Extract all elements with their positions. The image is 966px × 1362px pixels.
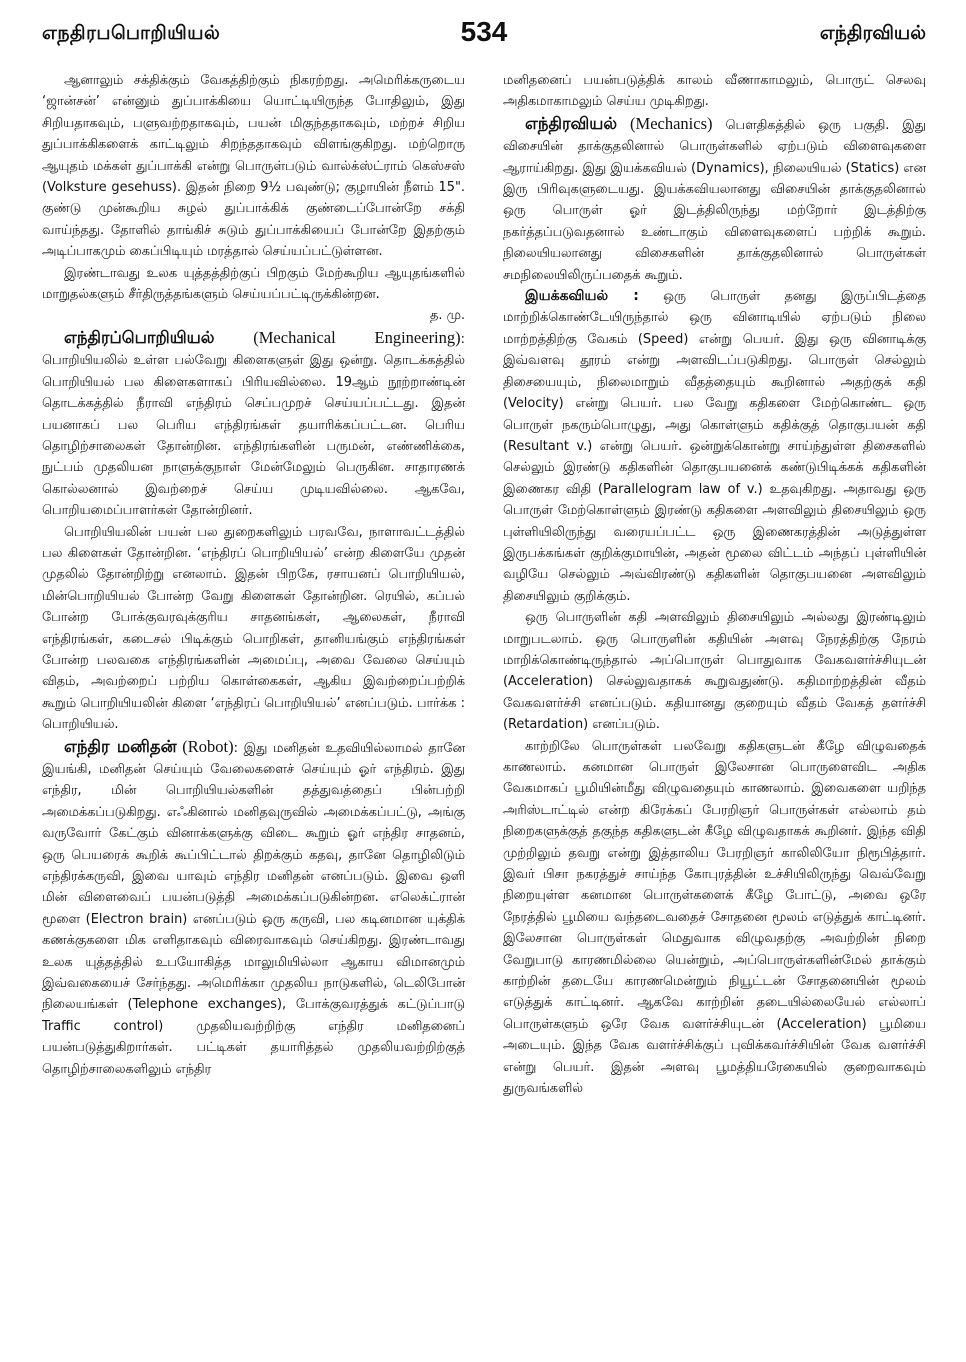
paragraph: காற்றிலே பொருள்கள் பலவேறு கதிகளுடன் கீழே விழுவதைக் காணலாம். கனமான பொருள் இலேசான பொருளைவிட அதிக வேகமாகப் பூமியின்மீது விழுவதையும் காணலாம். இவைகளை யறிந்த அரிஸ்டாட்டில் என்ற கிரேக்கப் பேரறிஞர் பொருள்கள் எல்லாம் தம் நிறைகளுக்குத் தகுந்த கதிகளுடன் கீழே விழுவதாகக் கூறினர். இந்த விதி முற்றிலும் தவறு என்று இத்தாலிய பேரறிஞர் காலிலியோ நிரூபித்தார். இவர் பிசா நகரத்துச் சாய்ந்த கோபுரத்தின் உச்சியிலிருந்து வெவ்வேறு நிறையுள்ள கனமான பொருள்களைக் கீழே போட்டு, அவை ஒரே நேரத்தில் பூமியை வந்தடைவதைச் சோதனை மூலம் எடுத்துக் காட்டினர். இலேசான பொருள்கள் மெதுவாக விழுவதற்கு அவற்றின் நிறை வேறுபாடு காரணமில்லை யென்றும், அப்பொருள்களின்மேல் தாக்கும் காற்றின் தடையே காரணமென்றும் நியூட்டன் சோதனையின் மூலம் எடுத்துக் காட்டினர். ஆகவே காற்றின் தடையில்லையேல் எல்லாப் பொருள்களும் ஒரே வேக வளர்ச்சியுடன் (Acceleration) பூமியை அடையும். இந்த வேக வளர்ச்சிக்குப் புவிக்கவர்ச்சியின் வேக வளர்ச்சி என்று பெயர். இதன் அளவு பூமத்தியரேகையில் குறைவாகவும் துருவங்களில் [503, 738, 926, 1097]
header-left-title: எநதிரபபொறியியல் [42, 22, 221, 44]
two-column-body [42, 70, 926, 1100]
entry-body: : பொறியியலில் உள்ள பல்வேறு கிளைகளுள் இது ஒன்று. தொடக்கத்தில் பொறியியல் பல கிளைகளாகப் பிரியவில்லை. 19ஆம் நூற்றாண்டின் தொடக்கத்தில் நீராவி எந்திரம் செப்பமுறச் செய்யப்பட்டது. இதன் பயனாகப் பல பெரிய எந்திரங்கள் தயாரிக்கப்பட்டன. பெரிய தொழிற்சாலைகள் தோன்றின. எந்திரங்களின் பருமன், எண்ணிக்கை, நுட்பம் முதலியன நாளுக்குநாள் மேன்மேலும் பெருகின. சாதாரணக் கொல்லனால் இவற்றைச் செய்ய முடியவில்லை. ஆகவே, பொறியமைப்பாளர்கள் தோன்றினர். [42, 331, 465, 519]
page-number: 534 [460, 16, 508, 47]
entry-body: : இது மனிதன் உதவியில்லாமல் தானே இயங்கி, மனிதன் செய்யும் வேலைகளைச் செய்யும் ஓர் எந்திரம். இது எந்திர, மின் பொறியியல்களின் தத்துவத்தைப் பின்பற்றி அமைக்கப்படுகிறது. எஃகினால் மனிதவுருவில் அமைக்கப்பட்டு, அங்கு வருவோர் கேட்கும் வினாக்களுக்கு விடை கூறும் ஓர் எந்திர சாதனம், ஒரு பெயரைக் கூறிக் கூப்பிட்டால் திறக்கும் கதவு, தானே தொழிலிடும் எந்திரக்கருவி, இவை யாவும் எந்திர மனிதன் எனப்படும். இவை ஒளி மின் விளைவைப் பயன்படுத்தி அமைக்கப்படுகின்றன. எலெக்ட்ரான் மூளை (Electron brain) எனப்படும் ஒரு கருவி, பல கடினமான யுக்திக் கணக்குகளை மிக எளிதாகவும் விரைவாகவும் செய்கிறது. இரண்டாவது உலக யுத்தத்தில் உபயோகித்த மாலுமியில்லா ஆகாய விமானமும் இவ்வகையைச் சேர்ந்தது. அமெரிக்கா முதலிய நாடுகளில், டெலிபோன் நிலையங்கள் (Telephone exchanges), போக்குவரத்துக் கட்டுப்பாடு Traffic control) முதலியவற்றிற்கு எந்திர மனிதனைப் பயன்படுத்துகிறார்கள். பட்டிகள் தயாரித்தல் முதலியவற்றிற்குத் தொழிற்சாலைகளிலும் எந்திர [42, 740, 465, 1077]
subsection-heading: இயக்கவியல் : [525, 288, 639, 305]
entry-headword-english: (Mechanics) [630, 113, 713, 133]
header-right-title: எந்திரவியல் [819, 22, 926, 44]
entry-headword-english: (Mechanical Engineering) [253, 327, 461, 347]
entry-headword: எந்திரவியல் [525, 113, 618, 133]
running-header [42, 14, 926, 52]
left-column [42, 70, 465, 1100]
author-initials: த. மு. [429, 308, 465, 324]
entry-headword-english: (Robot) [182, 736, 234, 756]
entry-mechanics [503, 113, 926, 286]
entry-body: பௌதிகத்தில் ஒரு பகுதி. இது விசையின் தாக்குதலினால் பொருள்களில் ஏற்படும் விளைவுகளை ஆராய்கிறது. இது இயக்கவியல் (Dynamics), நிலையியல் (Statics) என இரு பிரிவுகளுடையது. இயக்கவியலானது விசையின் தாக்குதலினால் ஒரு பொருள் ஓர் இடத்திலிருந்து மற்றோர் இடத்திற்கு நகர்த்தப்படுவதனால் உண்டாகும் விளைவுகளைப் பற்றிக் கூறும். நிலையியலானது விசைகளின் தாக்குதலினால் பொருள்கள் சமநிலையிலிருப்பதைக் கூறும். [503, 117, 926, 283]
right-column [503, 70, 926, 1100]
subsection-dynamics [503, 286, 926, 607]
entry-headword: எந்திரப்பொறியியல் [64, 327, 215, 347]
entry-headword: எந்திர மனிதன் [64, 736, 177, 756]
paragraph: பொறியியலின் பயன் பல துறைகளிலும் பரவவே, நாளாவட்டத்தில் பல கிளைகள் தோன்றின. ‘எந்திரப் பொறியியல்’ என்ற கிளையே முதன் முதலில் தோன்றிற்று எனலாம். இதன் பிறகே, ரசாயனப் பொறியியல், மின்பொறியியல் போன்ற வேறு கிளைகள் தோன்றின. ரெயில், கப்பல் போன்ற போக்குவரவுக்குரிய சாதனங்கள், ஆலைகள், நீராவி எந்திரங்கள், கடைசல் பிடிக்கும் பொறிகள், தானியங்கும் எந்திரங்கள் போன்ற பலவகை எந்திரங்களின் அமைப்பு, அவை வேலை செய்யும் விதம், அவற்றைப் பற்றிய கொள்கைகள், ஆகிய இவற்றைப்பற்றிக் கூறும் பொறியியலின் கிளை ‘எந்திரப் பொறியியல்’ எனப்படும். பார்க்க : பொறியியல். [42, 524, 465, 733]
entry-mechanical-engineering [42, 327, 465, 522]
entry-robot [42, 736, 465, 1081]
subsection-body: ஒரு பொருள் தனது இருப்பிடத்தை மாற்றிக்கொண்டேயிருந்தால் ஒரு வினாடியில் ஏற்படும் நிலை மாற்றத்திற்கு வேகம் (Speed) என்று பெயர். இது ஒரு வினாடிக்கு இவ்வளவு தூரம் என்று அளவிடப்படுகிறது. பொருள் செல்லும் திசையையும், நிலைமாறும் வீதத்தையும் கூறினால் அதற்குக் கதி (Velocity) என்று பெயர். பல வேறு கதிகளை மேற்கொண்ட ஒரு பொருள் நகரும்பொழுது, அது கொள்ளும் கதிக்குத் தொகுபயன் கதி (Resultant v.) என்று பெயர். ஒன்றுக்கொன்று சாய்ந்துள்ள திசைகளில் செல்லும் இரண்டு கதிகளின் தொகுபயனைக் கண்டுபிடிக்கக் கதிகளின் இணைகர விதி (Parallelogram law of v.) உதவுகிறது. அதாவது ஒரு பொருள் மேற்கொள்ளும் இரண்டு கதிகளை அளவிலும் திசையிலும் ஒரு புள்ளியிலிருந்து வரையப்பட்ட ஒரு இணைகரத்தின் அடுத்துள்ள இருபக்கங்கள் குறிக்குமாயின், அதன் மூலை விட்டம் அந்தப் புள்ளியின் வழியே செல்லும் அவ்விரண்டு கதிகளின் தொகுபயனை அளவிலும் திசையிலும் குறிக்கும். [503, 289, 926, 604]
paragraph: ஆனாலும் சக்திக்கும் வேகத்திற்கும் நிகரற்றது. அமெரிக்கருடைய ‘ஜான்சன்’ என்னும் துப்பாக்கியை யொட்டியிருந்த போதிலும், இது சிறியதாகவும், பளுவற்றதாகவும், பயன் மிகுந்ததாகவும், மற்றச் சிறிய துப்பாக்கிகளைக் காட்டிலும் சிறந்ததாகவும் விளங்குகிறது. மற்றொரு ஆயுதம் மக்கள் துப்பாக்கி என்று பொருள்படும் வால்க்ஸ்ட்ராம் கெஸ்சஸ் (Volksture gesehuss). இதன் நிறை 9½ பவுண்டு; குழாயின் நீளம் 15". குண்டு முன்கூறிய சுழல் துப்பாக்கிக் குண்டைப்போன்றே சக்தி வாய்ந்தது. தோளில் தாங்கிச் சுடும் துப்பாக்கியைப் போன்றே இதற்கும் அடிப்பாகமும் கைப்பிடியும் மரத்தால் செய்யப்பட்டுள்ளன. [42, 73, 465, 260]
paragraph: இரண்டாவது உலக யுத்தத்திற்குப் பிறகும் மேற்கூறிய ஆயுதங்களில் மாறுதல்களும் சீர்திருத்தங்களும் செய்யப்பட்டிருக்கின்றன. [42, 265, 465, 303]
paragraph: ஒரு பொருளின் கதி அளவிலும் திசையிலும் அல்லது இரண்டிலும் மாறுபடலாம். ஒரு பொருளின் கதியின் அளவு நேரத்திற்கு நேரம் மாறிக்கொண்டிருந்தால் அப்பொருள் பொதுவாக வேகவளர்ச்சியுடன் (Acceleration) செல்லுவதாகக் கூறுவதுண்டு. கதிமாற்றத்தின் வீதம் வேகவளர்ச்சி எனப்படும். கதியானது குறையும் வீதம் வேகத் தளர்ச்சி (Retardation) எனப்படும். [503, 610, 926, 733]
paragraph: மனிதனைப் பயன்படுத்திக் காலம் வீணாகாமலும், பொருட் செலவு அதிகமாகாமலும் செய்ய முடிகிறது. [503, 73, 926, 110]
